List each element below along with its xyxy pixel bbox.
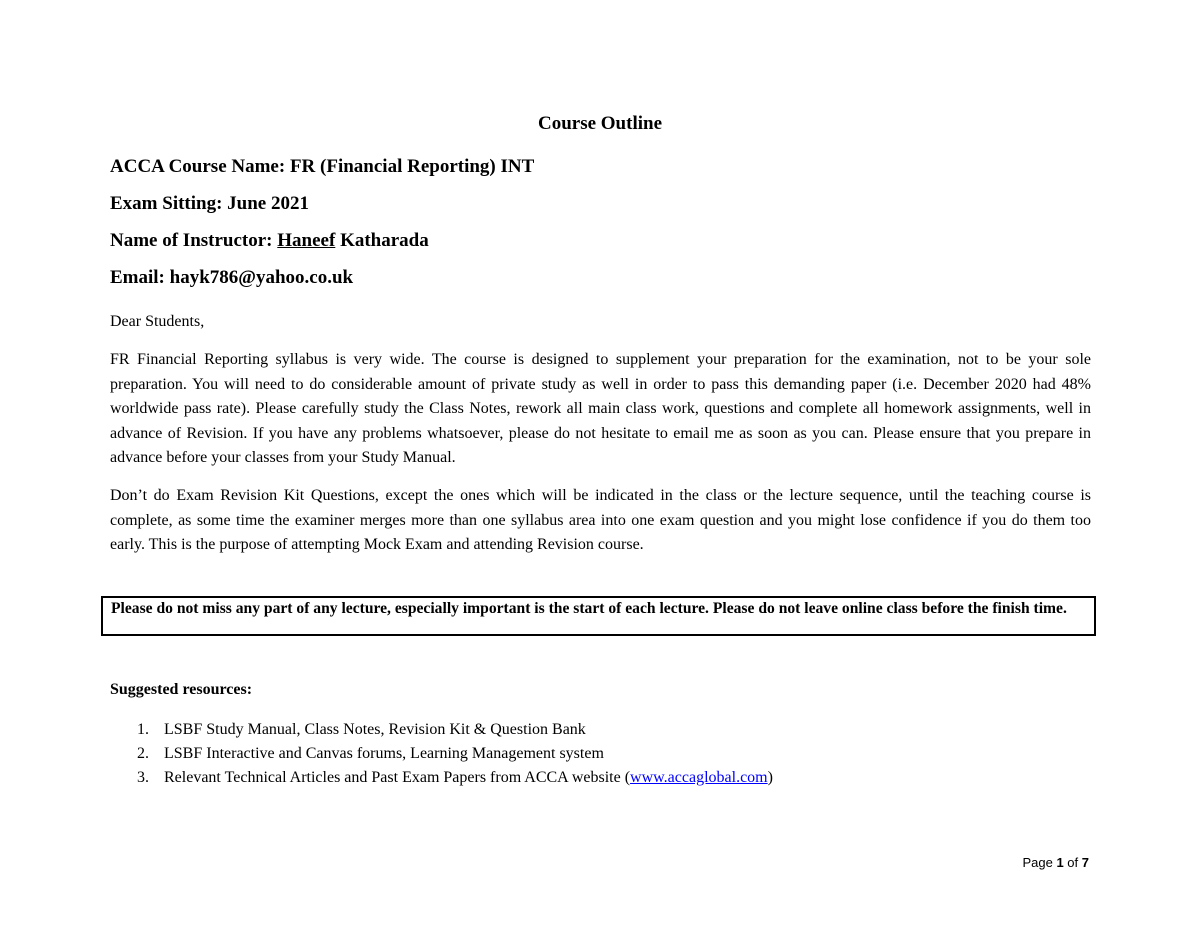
page-word: Page [1022,855,1057,870]
acca-website-link[interactable]: www.accaglobal.com [630,769,768,786]
total-pages: 7 [1081,855,1089,870]
resources-heading: Suggested resources: [110,681,253,698]
page-number-footer [1022,854,1089,872]
instructor-label: Name of Instructor: [110,230,278,251]
attendance-notice-box: Please do not miss any part of any lecture, especially important is the start of each lecture. Please do not leave online class before the finish time. [101,596,1096,636]
instructor-last-name: Katharada [335,230,429,251]
of-word: of [1063,855,1082,870]
current-page: 1 [1056,855,1064,870]
list-number: 1. [137,721,149,738]
list-item-suffix: ) [767,769,773,786]
salutation: Dear Students, [110,313,205,330]
list-item [110,766,773,790]
course-name: ACCA Course Name: FR (Financial Reporting) INT [110,156,535,177]
list-item [110,742,773,766]
intro-paragraph: FR Financial Reporting syllabus is very wide. The course is designed to supplement your preparation for the examination, not to be your sole preparation. You will need to do considerable amount of private study as well in order to pass this demanding paper (i.e. December 2020 had 48% worldwide pass rate). Please carefully study the Class Notes, rework all main class work, questions and complete all homework assignments, well in advance of Revision. If you have any problems whatsoever, please do not hesitate to email me as soon as you can. Please ensure that you prepare in advance before your classes from your Study Manual. [110,351,1091,467]
list-number: 3. [137,769,149,786]
instructor-email: Email: hayk786@yahoo.co.uk [110,267,354,288]
exam-sitting: Exam Sitting: June 2021 [110,193,309,214]
page-title: Course Outline [537,113,663,134]
list-item-text: Relevant Technical Articles and Past Exam Papers from ACCA website ( [164,769,631,786]
resources-list [110,718,773,790]
list-number: 2. [137,745,149,762]
list-item-text: LSBF Interactive and Canvas forums, Learning Management system [164,745,604,762]
list-item-text: LSBF Study Manual, Class Notes, Revision Kit & Question Bank [164,721,586,738]
instructor-name [110,230,429,252]
instructor-first-name: Haneef [277,230,336,251]
revision-kit-paragraph: Don’t do Exam Revision Kit Questions, except the ones which will be indicated in the class or the lecture sequence, until the teaching course is complete, as some time the examiner merges more than one syllabus area into one exam question and you might lose confidence if you do them too early. This is the purpose of attempting Mock Exam and attending Revision course. [110,487,1091,554]
list-item [110,718,773,742]
